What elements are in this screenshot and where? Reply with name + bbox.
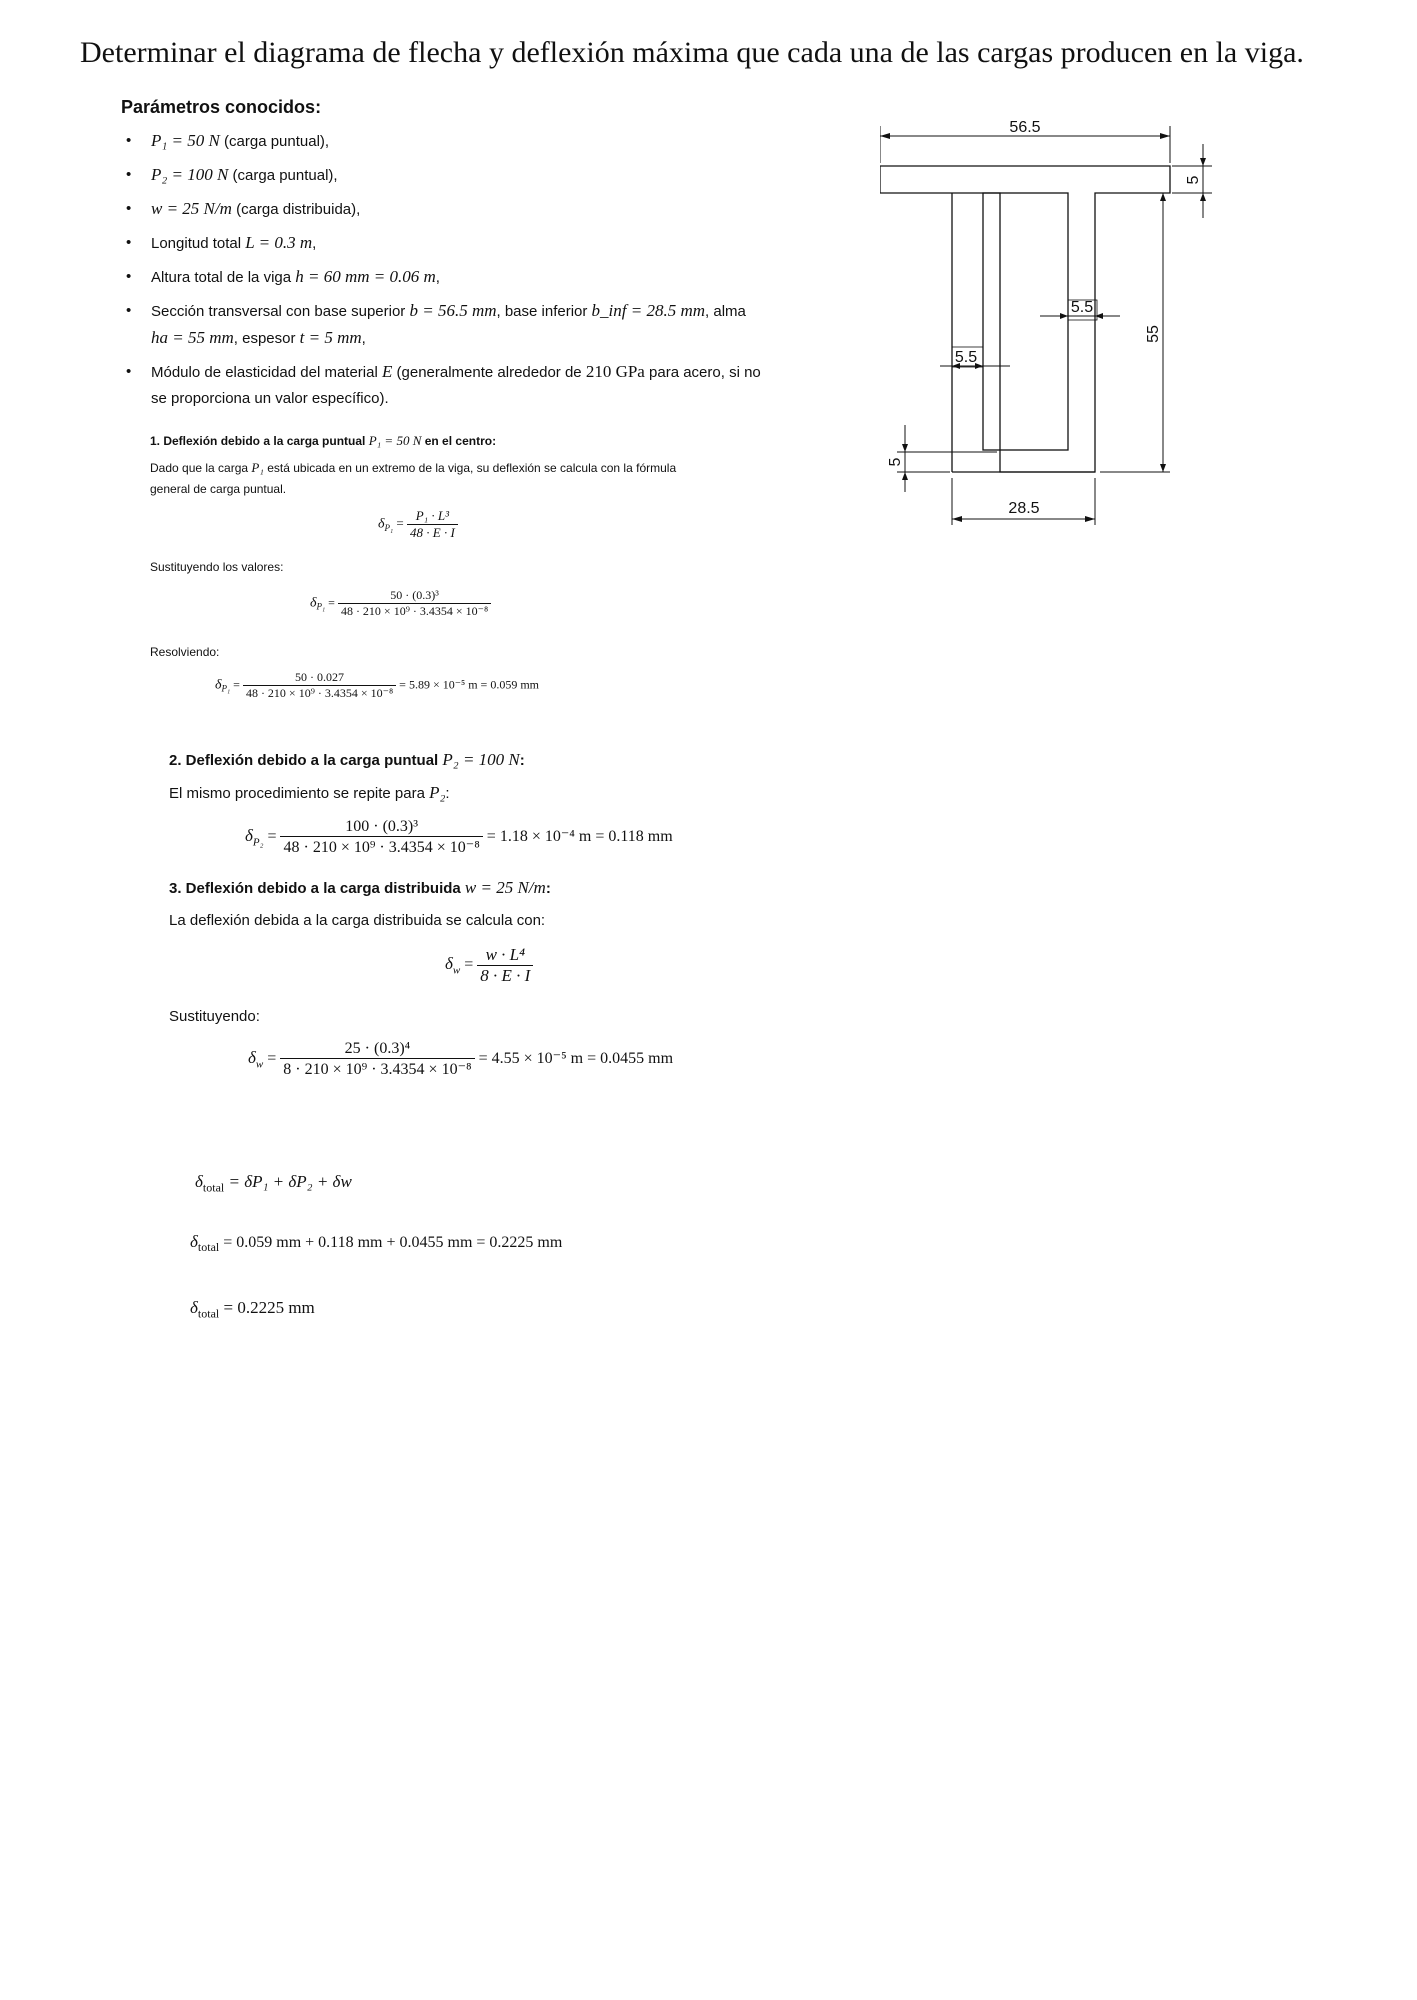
section1-solve-label: Resolviendo: (150, 645, 220, 659)
solve-p1: $\delta_{P_1}$ = $\frac{50 \cdot 0.027}{\text{48 · 210 × 10⁹ · 3.4354 × 10⁻⁸}}$ = 5.89 × 10⁻⁵ m = 0.059 mm (215, 670, 539, 700)
solve-p1-den: 48 · 210 × 10⁹ · 3.4354 × 10⁻⁸ (245, 686, 394, 700)
param-height (121, 264, 781, 291)
section1-heading (150, 433, 496, 449)
formula-w-delta: δ (445, 954, 453, 974)
subst-w-result: = 4.55 × 10⁻⁵ m = 0.0455 mm (478, 1050, 674, 1068)
formula-p1: $\delta_{P_1}$ = $\frac{\text{P₁ · L³}}{48 \cdot E \cdot I}$ (378, 508, 458, 541)
param-p2-text: (carga puntual), (228, 167, 338, 184)
dim-bottom-width: 28.5 (1008, 500, 1040, 517)
total-formula (195, 1172, 352, 1195)
subst-w-fraction (280, 1040, 474, 1079)
section1-heading-text: 1. Deflexión debido a la carga puntual (150, 434, 369, 448)
param-w-text: (carga distribuida), (231, 201, 361, 218)
total-result-delta: δ (190, 1298, 198, 1317)
total-formula-delta: δ (195, 1172, 203, 1191)
param-section-math2: b_inf = 28.5 mm (591, 301, 706, 320)
section2-desc-text: El mismo procedimiento se repite para (169, 785, 430, 802)
param-height-text: Altura total de la viga (151, 269, 296, 286)
formula-w-den: 8 · E · I (480, 966, 531, 985)
formula-p2-sub: P₂ (252, 836, 264, 849)
subst-p1: $\delta_{P_1}$ = $\frac{\text{50 · (0.3)³}}{\text{48 · 210 × 10⁹ · 3.4354 × 10⁻⁸}}$ (310, 588, 491, 619)
total-sum-delta: δ (190, 1232, 198, 1251)
section2-desc-math: P₂ (429, 783, 446, 802)
subst-w: $\delta_w$ = $\frac{\text{25 · (0.3)⁴}}{\text{8 · 210 × 10⁹ · 3.4354 × 10⁻⁸}}$ = 4.55 × 10⁻⁵ m = 0.0455 mm (248, 1040, 674, 1078)
dim-web-left: 5.5 (954, 349, 978, 366)
param-p1 (121, 128, 781, 155)
formula-w: $\delta_w$ = $\frac{\text{w · L⁴}}{8 \cdot E \cdot I}$ (445, 945, 533, 986)
subst-p1-sub: P₁ (316, 601, 326, 612)
param-section-text2: , base inferior (496, 303, 592, 320)
param-modulus-math: E (381, 362, 393, 381)
section2-heading-text: 2. Deflexión debido a la carga puntual (169, 752, 443, 769)
section1-desc (150, 460, 676, 476)
param-section-text3: , alma (705, 303, 746, 320)
formula-p1-sub: P₁ (384, 523, 394, 534)
dim-web-height: 55 (1145, 325, 1162, 343)
section1-subst-label: Sustituyendo los valores: (150, 560, 284, 574)
section2-desc-tail: : (445, 785, 450, 802)
section1-desc-a: Dado que la carga (150, 461, 252, 475)
param-section (121, 298, 781, 352)
formula-p1-den: 48 · E · I (410, 525, 455, 540)
formula-w-fraction (477, 945, 533, 986)
subst-w-num: 25 · (0.3)⁴ (280, 1040, 474, 1059)
formula-p1-delta: δ (378, 516, 385, 532)
param-p2 (121, 162, 781, 189)
section3-heading (169, 878, 551, 898)
param-p1-math: P₁ = 50 N (151, 131, 220, 150)
section3-heading-text: 3. Deflexión debido a la carga distribuida (169, 880, 465, 897)
param-length (121, 230, 781, 257)
total-formula-sub: total (202, 1180, 225, 1195)
section2-heading-math: P₂ = 100 N (442, 750, 520, 769)
param-modulus-text: Módulo de elasticidad del material (151, 364, 382, 381)
section2-heading-tail: : (519, 752, 525, 769)
section2-heading (169, 750, 525, 770)
param-length-tail: , (312, 235, 317, 252)
cross-section-diagram (880, 110, 1220, 530)
total-formula-rhs: = δP₁ + δP₂ + δw (228, 1172, 352, 1191)
section1-desc-b: está ubicada en un extremo de la viga, su deflexión se calcula con la fórmula (263, 461, 677, 475)
param-section-web-math: ha = 55 mm (151, 328, 234, 347)
subst-p1-den: 48 · 210 × 10⁹ · 3.4354 × 10⁻⁸ (340, 604, 489, 618)
param-modulus-text3: para acero, si no (644, 364, 761, 381)
section1-desc-math: P₁ (251, 460, 264, 475)
params-heading: Parámetros conocidos: (121, 97, 322, 117)
subst-p1-fraction (338, 588, 491, 619)
problem-statement: Determinar el diagrama de flecha y deflexión máxima que cada una de las cargas producen en la viga. (80, 36, 1304, 69)
param-section-math: b = 56.5 mm (409, 301, 497, 320)
formula-p1-num: P₁ · L³ (407, 508, 458, 525)
subst-p1-num: 50 · (0.3)³ (338, 588, 491, 604)
solve-p1-sub: P₁ (221, 683, 231, 694)
param-section-thickness-math: t = 5 mm (299, 328, 362, 347)
param-w (121, 196, 781, 223)
section1-desc-line2: general de carga puntual. (150, 482, 287, 496)
solve-p1-delta: δ (215, 677, 222, 693)
section3-desc: La deflexión debida a la carga distribuida se calcula con: (169, 912, 546, 929)
subst-w-delta: δ (248, 1048, 256, 1068)
param-height-math: h = 60 mm = 0.06 m (295, 267, 436, 286)
param-length-math: L = 0.3 m (245, 233, 313, 252)
param-height-tail: , (435, 269, 440, 286)
solve-p1-fraction (243, 670, 396, 701)
param-length-text: Longitud total (151, 235, 246, 252)
param-modulus-value: 210 GPa (585, 362, 645, 381)
param-section-tail: , (361, 330, 366, 347)
formula-p2: $\delta_{P_2}$ = $\frac{\text{100 · (0.3)³}}{\text{48 · 210 × 10⁹ · 3.4354 × 10⁻⁸}}$ = 1.18 × 10⁻⁴ m = 0.118 mm (245, 818, 673, 856)
dim-bottom-thickness: 5 (887, 457, 904, 467)
param-modulus (121, 359, 781, 412)
dim-web-right: 5.5 (1070, 299, 1094, 316)
subst-w-sub: w (255, 1058, 264, 1071)
param-w-math: w = 25 N/m (151, 199, 232, 218)
subst-w-den: 8 · 210 × 10⁹ · 3.4354 × 10⁻⁸ (283, 1061, 472, 1078)
param-modulus-line2: se proporciona un valor específico). (151, 390, 389, 407)
dim-flange-thickness: 5 (1185, 175, 1202, 185)
formula-p1-fraction (407, 508, 458, 541)
formula-w-num: w · L⁴ (477, 945, 533, 966)
dimension-labels (887, 119, 1202, 517)
formula-p2-den: 48 · 210 × 10⁹ · 3.4354 × 10⁻⁸ (283, 839, 480, 856)
dim-top-width: 56.5 (1009, 119, 1041, 136)
param-modulus-text2: (generalmente alrededor de (392, 364, 586, 381)
section2-desc (169, 783, 450, 803)
param-section-text: Sección transversal con base superior (151, 303, 410, 320)
total-result-rhs: = 0.2225 mm (223, 1298, 315, 1317)
total-sum-rhs: = 0.059 mm + 0.118 mm + 0.0455 mm = 0.2225 mm (223, 1234, 563, 1251)
section-outline (880, 166, 1170, 472)
params-list (121, 128, 781, 419)
section1-heading-math: P₁ = 50 N (368, 433, 422, 448)
subst-p1-delta: δ (310, 595, 317, 611)
total-result-sub: total (197, 1306, 220, 1321)
formula-p2-fraction (280, 818, 482, 857)
section3-heading-tail: : (545, 880, 551, 897)
formula-p2-delta: δ (245, 826, 253, 846)
formula-p2-result: = 1.18 × 10⁻⁴ m = 0.118 mm (486, 828, 673, 846)
param-p2-math: P₂ = 100 N (151, 165, 229, 184)
section3-heading-math: w = 25 N/m (464, 878, 546, 897)
formula-p2-num: 100 · (0.3)³ (280, 818, 482, 837)
param-p1-text: (carga puntual), (219, 133, 330, 150)
total-sum (190, 1232, 562, 1255)
formula-w-sub: w (452, 964, 461, 977)
solve-p1-result: = 5.89 × 10⁻⁵ m = 0.059 mm (399, 677, 539, 692)
section3-subst-label: Sustituyendo: (169, 1008, 260, 1025)
param-section-web-text: , espesor (233, 330, 300, 347)
total-result (190, 1298, 315, 1321)
total-sum-sub: total (197, 1240, 220, 1255)
section1-heading-tail: en el centro: (421, 434, 497, 448)
solve-p1-num: 50 · 0.027 (243, 670, 396, 686)
